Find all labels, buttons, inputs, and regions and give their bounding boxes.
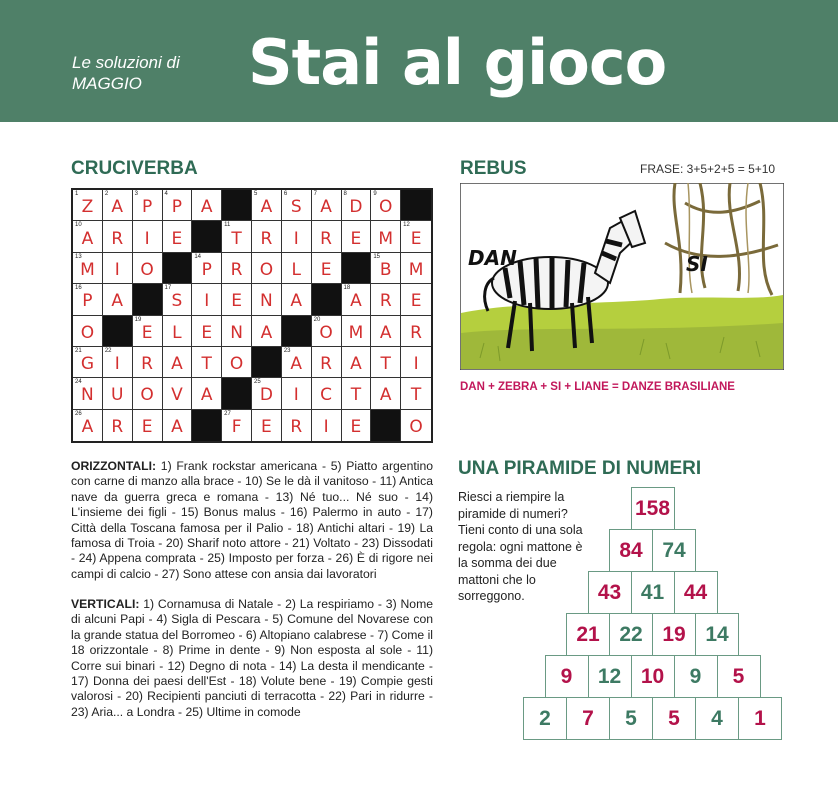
crossword-cell-letter: D [349, 197, 363, 218]
crossword-cell-number: 17 [164, 285, 172, 292]
crossword-cell [401, 378, 431, 409]
crossword-cell-letter: Z [81, 197, 94, 218]
crossword-cell-letter: G [80, 354, 94, 375]
crossword-cell-letter: A [379, 385, 392, 406]
crossword-black-cell [371, 410, 401, 441]
rebus-frase: FRASE: 3+5+2+5 = 5+10 [640, 162, 776, 176]
crossword-cell [282, 190, 312, 221]
crossword-cell-letter: M [348, 322, 364, 343]
crossword-cell-letter: C [320, 385, 333, 406]
crossword-cell-letter: R [260, 228, 273, 249]
pyramid-brick: 1 [738, 697, 782, 740]
crossword-cell [163, 410, 193, 441]
crossword-cell [401, 284, 431, 315]
pyramid-title: UNA PIRAMIDE DI NUMERI [458, 458, 702, 479]
crossword-cell [133, 190, 163, 221]
pyramid-brick: 9 [545, 655, 589, 698]
pyramid-brick: 44 [674, 571, 718, 614]
crossword-cell-letter: I [144, 228, 150, 249]
crossword-cell-letter: E [350, 417, 362, 438]
crossword-cell-letter: A [320, 197, 332, 218]
crossword-cell [163, 221, 193, 252]
crossword-cell-number: 7 [313, 191, 317, 197]
crossword-cell [312, 410, 342, 441]
pyramid-brick: 10 [631, 655, 675, 698]
crossword-cell-letter: R [320, 228, 332, 249]
clues-vertical [71, 597, 433, 720]
crossword-cell-number: 3 [134, 191, 138, 197]
crossword-cell [312, 221, 342, 252]
crossword-black-cell [222, 190, 252, 221]
crossword-cell [371, 253, 401, 284]
crossword-cell [163, 190, 193, 221]
header-subtitle [72, 52, 180, 94]
clues-horizontal-label: ORIZZONTALI: [71, 459, 157, 473]
crossword-cell-letter: R [379, 291, 392, 312]
crossword-cell-letter: O [319, 322, 333, 343]
pyramid-brick: 12 [588, 655, 632, 698]
crossword-cell-letter: A [81, 417, 94, 438]
crossword-cell-letter: O [229, 354, 244, 375]
pyramid-brick: 7 [566, 697, 610, 740]
crossword-cell [103, 284, 133, 315]
rebus-label-si: SI [686, 252, 708, 276]
crossword-cell-letter: I [293, 385, 299, 406]
crossword-cell-letter: V [171, 385, 183, 406]
rebus-illustration [460, 183, 784, 370]
crossword-cell-letter: R [230, 259, 243, 280]
crossword-cell [192, 378, 222, 409]
crossword-cell-number: 13 [75, 253, 82, 260]
crossword-cell [163, 284, 193, 315]
crossword-cell-letter: N [81, 385, 94, 406]
crossword-cell-letter: A [171, 354, 183, 375]
crossword-cell-number: 25 [254, 379, 261, 386]
crossword-cell [73, 253, 103, 284]
crossword-cell-letter: T [231, 228, 242, 249]
crossword-cell-letter: E [171, 228, 183, 249]
crossword-cell-letter: E [261, 417, 272, 438]
crossword-cell-letter: O [140, 385, 154, 406]
crossword-cell-number: 21 [75, 347, 82, 354]
crossword-cell [371, 284, 401, 315]
crossword-cell [252, 190, 282, 221]
crossword-cell [312, 347, 342, 378]
crossword-cell-number: 22 [104, 347, 112, 354]
crossword-cell-number: 19 [134, 316, 142, 323]
pyramid-brick: 43 [588, 571, 632, 614]
crossword-cell [192, 190, 222, 221]
crossword-cell-number: 26 [75, 410, 82, 417]
crossword-cell-letter: R [410, 322, 422, 343]
crossword-cell [133, 410, 163, 441]
crossword-cell [163, 378, 193, 409]
pyramid-brick: 9 [674, 655, 718, 698]
crossword-black-cell [192, 410, 222, 441]
crossword-cell-letter: E [141, 322, 153, 343]
crossword-cell-letter: O [409, 417, 423, 438]
pyramid-brick: 5 [652, 697, 696, 740]
crossword-cell [73, 190, 103, 221]
crossword-black-cell [312, 284, 342, 315]
crossword-cell [342, 221, 372, 252]
crossword-cell-letter: I [114, 354, 120, 375]
crossword-cell-number: 6 [283, 191, 288, 197]
header-subtitle-line2: MAGGIO [72, 74, 142, 93]
crossword-cell-number: 24 [75, 379, 82, 386]
crossword-cell [252, 378, 282, 409]
crossword-cell-letter: A [111, 291, 124, 312]
crossword-cell [73, 316, 103, 347]
crossword-cell [103, 347, 133, 378]
crossword-black-cell [401, 190, 431, 221]
pyramid-brick: 4 [695, 697, 739, 740]
crossword-cell-number: 2 [104, 191, 109, 197]
crossword-cell-letter: P [171, 197, 183, 218]
crossword-cell [222, 284, 252, 315]
crossword-cell [192, 284, 222, 315]
crossword-cell [371, 347, 401, 378]
crossword-cell-number: 18 [343, 285, 351, 292]
crossword-cell-number: 15 [373, 253, 381, 260]
crossword-cell-letter: A [200, 385, 213, 406]
crossword-cell-letter: S [171, 291, 183, 312]
crossword-cell-number: 10 [75, 222, 82, 229]
crossword-cell [192, 347, 222, 378]
crossword-cell [342, 378, 372, 409]
crossword-cell-letter: P [82, 291, 93, 312]
crossword-cell-letter: A [111, 197, 124, 218]
crossword-cell-letter: I [413, 354, 419, 375]
pyramid-brick: 2 [523, 697, 567, 740]
crossword-cell [312, 253, 342, 284]
rebus-title: REBUS [460, 158, 527, 179]
crossword-cell-letter: E [201, 322, 213, 343]
crossword-cell [371, 190, 401, 221]
crossword-cell-letter: A [200, 197, 213, 218]
crossword-cell [342, 410, 372, 441]
crossword-cell [282, 347, 312, 378]
crossword-cell-letter: A [260, 322, 273, 343]
crossword-cell [252, 410, 282, 441]
crossword-cell-letter: E [410, 291, 422, 312]
crossword-cell [282, 284, 312, 315]
crossword-cell [133, 253, 163, 284]
pyramid-brick: 158 [631, 487, 675, 530]
crossword-cell-letter: P [201, 259, 212, 280]
page-title: Stai al gioco [248, 26, 667, 99]
crossword-cell-letter: A [350, 291, 362, 312]
clues-horizontal [71, 459, 433, 582]
crossword-cell [163, 347, 193, 378]
crossword-cell [222, 221, 252, 252]
crossword-cell [222, 347, 252, 378]
crossword-cell-letter: M [80, 259, 95, 280]
crossword-cell [342, 347, 372, 378]
crossword-cell-letter: T [201, 354, 212, 375]
crossword-cell [73, 347, 103, 378]
crossword-cell-letter: B [379, 259, 392, 280]
crossword-cell-letter: M [378, 228, 394, 249]
crossword-cell-letter: O [379, 197, 393, 218]
pyramid-instructions: Riesci a riempire la piramide di numeri? Tieni conto di una sola regola: ogni mattone è la somma dei due mattoni che lo sorreggono. [458, 490, 583, 603]
crossword-cell-letter: N [260, 291, 273, 312]
crossword-cell-letter: T [410, 385, 422, 406]
crossword-cell-letter: R [141, 354, 153, 375]
crossword-cell-letter: O [140, 259, 154, 280]
crossword-black-cell [133, 284, 163, 315]
crossword-cell-letter: M [408, 259, 424, 280]
crossword-cell [342, 284, 372, 315]
crossword-cell [401, 347, 431, 378]
crossword-cell [252, 253, 282, 284]
clues-horizontal-text: 1) Frank rockstar americana - 5) Piatto argentino con carne di manzo alla brace - 10) Se le dà il vanitoso - 11) Antica nave da guerra greca e romana - 13) Né tuo... Né suo - 14) L'insieme dei figli - 15) Bonus malus - 16) Palermo in auto - 17) Città della Toscana famosa per il Palio - 18) Antichi altari - 19) La famosa di Troia - 20) Sharif noto attore - 21) Voltato - 23) Dissodati - 24) Appena comprata - 25) Imposto per forza - 26) È di rigore nei campi di calcio - 27) Sono attese con ansia dai lavoratori [71, 459, 433, 581]
pyramid-brick: 74 [652, 529, 696, 572]
crossword-cell [103, 190, 133, 221]
crossword-cell [192, 316, 222, 347]
crossword-cell-letter: A [290, 354, 303, 375]
crossword-cell-number: 1 [75, 191, 79, 197]
crossword-cell [401, 410, 431, 441]
crossword-grid [71, 188, 433, 443]
crossword-cell-number: 8 [343, 191, 347, 197]
crossword-cell-letter: A [290, 291, 303, 312]
crossword-cell-letter: R [320, 354, 332, 375]
crossword-cell-letter: O [80, 322, 95, 343]
crossword-cell-letter: T [380, 354, 391, 375]
pyramid-brick: 5 [609, 697, 653, 740]
crossword-cell-number: 4 [164, 191, 168, 197]
crossword-cell-letter: E [320, 259, 332, 280]
crossword-cell [73, 284, 103, 315]
crossword-cell-letter: T [350, 385, 362, 406]
crossword-cell [73, 378, 103, 409]
crossword-cell [222, 316, 252, 347]
crossword-cell-letter: A [171, 417, 183, 438]
crossword-cell [252, 316, 282, 347]
crossword-cell-letter: F [231, 417, 242, 438]
crossword-cell [133, 316, 163, 347]
crossword-cell [133, 347, 163, 378]
crossword-cell [252, 284, 282, 315]
clues-vertical-label: VERTICALI: [71, 597, 140, 611]
header-banner [0, 0, 838, 122]
crossword-cell-letter: A [350, 354, 362, 375]
crossword-black-cell [252, 347, 282, 378]
crossword-cell-letter: I [114, 259, 120, 280]
crossword-black-cell [163, 253, 193, 284]
crossword-title: CRUCIVERBA [71, 158, 198, 179]
crossword-cell-letter: L [172, 322, 182, 343]
crossword-cell [401, 316, 431, 347]
header-subtitle-line1: Le soluzioni di [72, 53, 180, 72]
crossword-cell-letter: E [350, 228, 362, 249]
crossword-cell-letter: I [204, 291, 210, 312]
crossword-cell [312, 190, 342, 221]
crossword-cell-letter: O [259, 259, 274, 280]
crossword-cell [282, 410, 312, 441]
crossword-black-cell [222, 378, 252, 409]
rebus-label-dan: DAN [468, 246, 517, 270]
crossword-cell-number: 14 [194, 253, 202, 260]
crossword-cell-number: 20 [313, 316, 321, 323]
crossword-cell-letter: U [111, 385, 124, 406]
crossword-cell [133, 378, 163, 409]
crossword-cell-number: 23 [283, 347, 291, 354]
crossword-cell [371, 378, 401, 409]
crossword-cell [103, 410, 133, 441]
crossword-cell-number: 27 [224, 410, 231, 417]
crossword-cell [103, 378, 133, 409]
crossword-cell-letter: E [141, 417, 153, 438]
crossword-cell [342, 190, 372, 221]
crossword-cell-number: 12 [403, 222, 410, 229]
crossword-black-cell [282, 316, 312, 347]
crossword-cell-letter: A [81, 228, 94, 249]
crossword-cell-letter: A [260, 197, 273, 218]
pyramid-brick: 14 [695, 613, 739, 656]
clues-vertical-text: 1) Cornamusa di Natale - 2) La respiriamo - 3) Nome di alcuni Papi - 4) Sigla di Pescara - 5) Comune del Novarese con la grande statua del Borromeo - 6) Altopiano calabrese - 7) Come il 18 orizzontale - 8) Prime in dente - 9) Non esposta al sole - 11) Corre sui binari - 12) Degno di nota - 14) La desta il mendicante - 17) Donna dei paesi dell'Est - 18) Volute bene - 19) Compie gesti valorosi - 20) Recipienti panciuti di terracotta - 22) Pari in ridurre - 23) Aria... a Londra - 25) Ultime in comode [71, 597, 433, 719]
crossword-cell [282, 221, 312, 252]
crossword-cell [252, 221, 282, 252]
crossword-cell-letter: R [111, 228, 124, 249]
crossword-cell [103, 221, 133, 252]
crossword-cell-letter: R [111, 417, 124, 438]
pyramid-brick: 41 [631, 571, 675, 614]
crossword-cell-letter: L [291, 259, 301, 280]
rebus-solution: DAN + ZEBRA + SI + LIANE = DANZE BRASILIANE [460, 381, 735, 393]
crossword-cell [312, 316, 342, 347]
crossword-cell-letter: A [379, 322, 392, 343]
pyramid-brick: 22 [609, 613, 653, 656]
crossword-black-cell [192, 221, 222, 252]
crossword-cell-letter: N [230, 322, 243, 343]
crossword-cell-number: 11 [224, 222, 231, 229]
crossword-cell [163, 316, 193, 347]
crossword-cell-letter: I [323, 417, 329, 438]
crossword-cell [282, 253, 312, 284]
pyramid-brick: 19 [652, 613, 696, 656]
crossword-cell [73, 221, 103, 252]
crossword-cell [401, 221, 431, 252]
crossword-cell-number: 9 [373, 191, 377, 197]
pyramid-brick: 84 [609, 529, 653, 572]
crossword-cell [103, 253, 133, 284]
crossword-cell [371, 316, 401, 347]
crossword-cell [133, 221, 163, 252]
crossword-black-cell [103, 316, 133, 347]
crossword-cell-number: 16 [75, 285, 82, 292]
crossword-cell [401, 253, 431, 284]
crossword-cell [312, 378, 342, 409]
crossword-cell-letter: S [290, 197, 302, 218]
crossword-cell [282, 378, 312, 409]
crossword-cell [222, 253, 252, 284]
crossword-cell-number: 5 [254, 191, 258, 197]
crossword-cell [342, 316, 372, 347]
pyramid-brick: 5 [717, 655, 761, 698]
pyramid-brick: 21 [566, 613, 610, 656]
crossword-cell [73, 410, 103, 441]
crossword-cell [371, 221, 401, 252]
crossword-cell-letter: P [141, 197, 153, 218]
crossword-cell-letter: E [231, 291, 242, 312]
crossword-cell-letter: I [293, 228, 299, 249]
crossword-cell-letter: E [410, 228, 422, 249]
crossword-cell [222, 410, 252, 441]
crossword-cell-letter: R [290, 417, 303, 438]
crossword-cell-letter: D [259, 385, 273, 406]
crossword-black-cell [342, 253, 372, 284]
crossword-cell [192, 253, 222, 284]
